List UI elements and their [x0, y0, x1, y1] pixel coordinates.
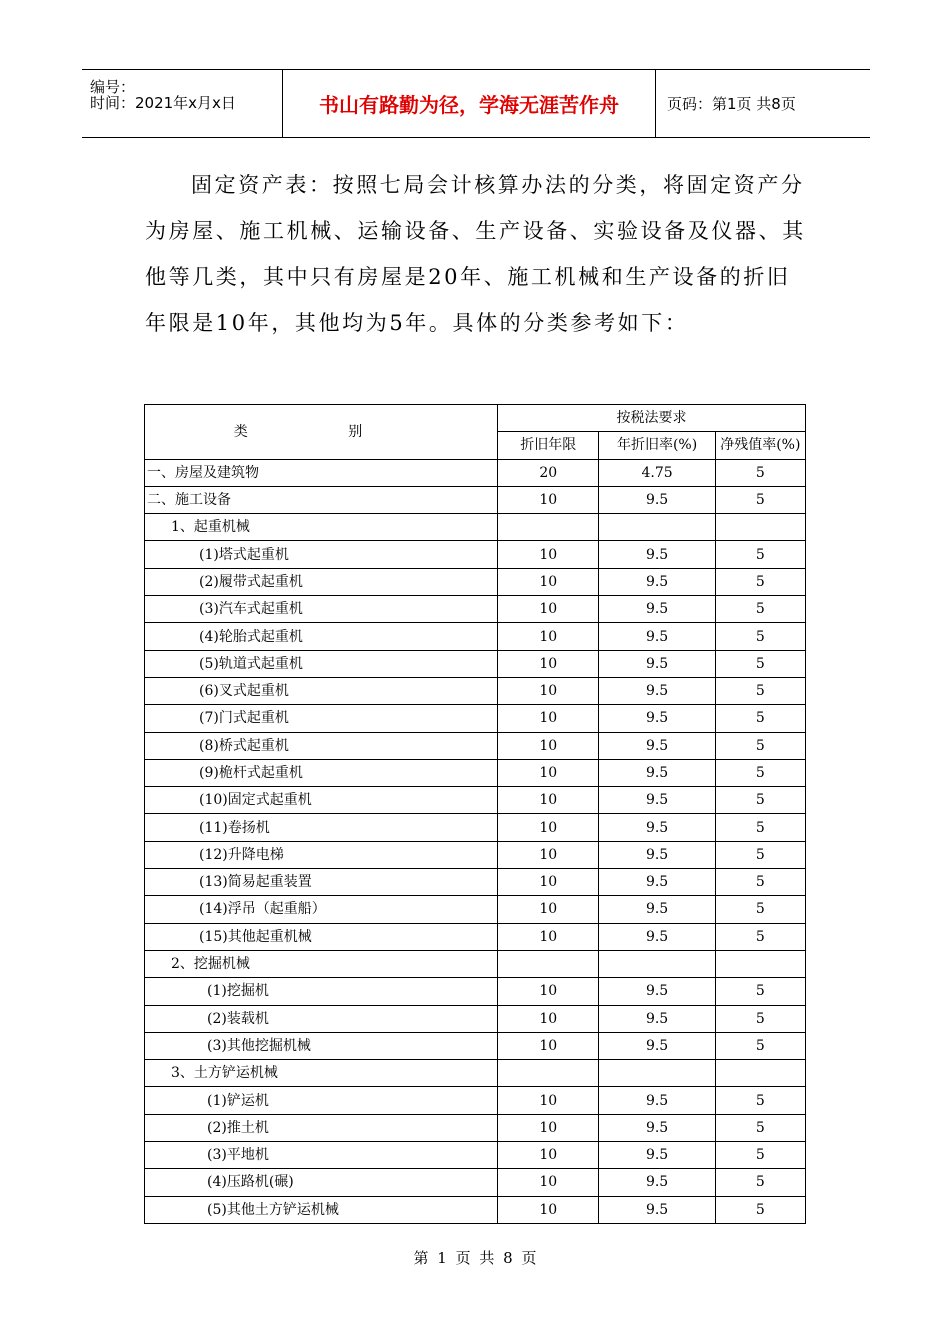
- row-salvage: 5: [715, 1142, 805, 1169]
- table-row: [145, 896, 806, 923]
- row-salvage: 5: [715, 596, 805, 623]
- row-category: 二、施工设备: [145, 486, 498, 513]
- row-rate: 9.5: [599, 923, 715, 950]
- row-years: [498, 514, 599, 541]
- header-tax-group: 按税法要求: [498, 405, 806, 432]
- header-rate: 年折旧率(%): [599, 432, 715, 459]
- row-salvage: 5: [715, 1196, 805, 1223]
- row-salvage: 5: [715, 978, 805, 1005]
- row-salvage: 5: [715, 759, 805, 786]
- row-rate: [599, 514, 715, 541]
- row-category: (9)桅杆式起重机: [145, 759, 498, 786]
- row-rate: 9.5: [599, 568, 715, 595]
- row-rate: 9.5: [599, 705, 715, 732]
- row-category: (4)压路机(碾): [145, 1169, 498, 1196]
- table-row: [145, 596, 806, 623]
- row-years: 10: [498, 1087, 599, 1114]
- row-rate: 9.5: [599, 1196, 715, 1223]
- row-rate: 9.5: [599, 1005, 715, 1032]
- table-row: [145, 1060, 806, 1087]
- table-row: [145, 514, 806, 541]
- row-years: 10: [498, 923, 599, 950]
- row-salvage: 5: [715, 1114, 805, 1141]
- table-row: [145, 787, 806, 814]
- row-rate: 9.5: [599, 732, 715, 759]
- table-row: [145, 459, 806, 486]
- row-category: (7)门式起重机: [145, 705, 498, 732]
- row-category: 一、房屋及建筑物: [145, 459, 498, 486]
- row-salvage: 5: [715, 705, 805, 732]
- table-row: [145, 1142, 806, 1169]
- row-category: (3)汽车式起重机: [145, 596, 498, 623]
- row-category: (14)浮吊（起重船）: [145, 896, 498, 923]
- row-years: 10: [498, 978, 599, 1005]
- table-row: [145, 486, 806, 513]
- row-rate: 9.5: [599, 1087, 715, 1114]
- row-years: 10: [498, 596, 599, 623]
- row-salvage: 5: [715, 1005, 805, 1032]
- table-row: [145, 677, 806, 704]
- table-row: [145, 1032, 806, 1059]
- header-category: 类 别: [145, 405, 498, 460]
- row-years: 10: [498, 1114, 599, 1141]
- row-category: (15)其他起重机械: [145, 923, 498, 950]
- row-years: 10: [498, 896, 599, 923]
- row-salvage: 5: [715, 623, 805, 650]
- row-years: 10: [498, 814, 599, 841]
- row-salvage: 5: [715, 869, 805, 896]
- row-category: 2、挖掘机械: [145, 950, 498, 977]
- row-rate: 9.5: [599, 650, 715, 677]
- row-rate: 9.5: [599, 1142, 715, 1169]
- row-years: [498, 950, 599, 977]
- row-rate: 9.5: [599, 1032, 715, 1059]
- row-category: (2)装载机: [145, 1005, 498, 1032]
- row-category: (1)挖掘机: [145, 978, 498, 1005]
- row-salvage: 5: [715, 1169, 805, 1196]
- table-row: [145, 950, 806, 977]
- table-row: [145, 978, 806, 1005]
- row-category: 3、土方铲运机械: [145, 1060, 498, 1087]
- row-salvage: 5: [715, 896, 805, 923]
- table-row: [145, 1114, 806, 1141]
- row-category: (5)轨道式起重机: [145, 650, 498, 677]
- row-rate: [599, 950, 715, 977]
- row-rate: 9.5: [599, 486, 715, 513]
- row-years: 10: [498, 869, 599, 896]
- row-category: (1)塔式起重机: [145, 541, 498, 568]
- header-page-info: 页码：第1页 共8页: [667, 95, 796, 113]
- row-years: 10: [498, 568, 599, 595]
- table-row: [145, 705, 806, 732]
- row-salvage: 5: [715, 541, 805, 568]
- row-rate: 9.5: [599, 787, 715, 814]
- row-category: 1、起重机械: [145, 514, 498, 541]
- table-row: [145, 1087, 806, 1114]
- row-salvage: 5: [715, 814, 805, 841]
- row-years: 20: [498, 459, 599, 486]
- row-category: (1)铲运机: [145, 1087, 498, 1114]
- row-years: 10: [498, 650, 599, 677]
- row-salvage: 5: [715, 1032, 805, 1059]
- table-row: [145, 541, 806, 568]
- row-salvage: 5: [715, 568, 805, 595]
- row-rate: [599, 1060, 715, 1087]
- row-salvage: [715, 950, 805, 977]
- row-category: (12)升降电梯: [145, 841, 498, 868]
- row-years: [498, 1060, 599, 1087]
- row-category: (11)卷扬机: [145, 814, 498, 841]
- row-category: (6)叉式起重机: [145, 677, 498, 704]
- table-row: [145, 650, 806, 677]
- row-years: 10: [498, 1196, 599, 1223]
- row-salvage: 5: [715, 732, 805, 759]
- row-years: 10: [498, 486, 599, 513]
- table-row: [145, 1169, 806, 1196]
- table-row: [145, 1005, 806, 1032]
- row-rate: 9.5: [599, 841, 715, 868]
- row-category: (10)固定式起重机: [145, 787, 498, 814]
- table-row: [145, 568, 806, 595]
- page-header: [82, 69, 870, 138]
- page-footer: 第 1 页 共 8 页: [413, 1249, 537, 1267]
- row-category: (8)桥式起重机: [145, 732, 498, 759]
- row-salvage: 5: [715, 650, 805, 677]
- row-rate: 9.5: [599, 596, 715, 623]
- row-salvage: 5: [715, 486, 805, 513]
- header-years: 折旧年限: [498, 432, 599, 459]
- row-years: 10: [498, 1169, 599, 1196]
- row-years: 10: [498, 1032, 599, 1059]
- row-category: (4)轮胎式起重机: [145, 623, 498, 650]
- table-row: [145, 623, 806, 650]
- row-years: 10: [498, 841, 599, 868]
- row-salvage: 5: [715, 841, 805, 868]
- row-salvage: [715, 1060, 805, 1087]
- row-rate: 9.5: [599, 677, 715, 704]
- table-row: [145, 732, 806, 759]
- time-label: 时间：2021年x月x日: [90, 94, 236, 112]
- row-rate: 9.5: [599, 896, 715, 923]
- row-salvage: 5: [715, 1087, 805, 1114]
- table-row: [145, 814, 806, 841]
- table-row: [145, 759, 806, 786]
- row-rate: 9.5: [599, 1169, 715, 1196]
- row-rate: 9.5: [599, 978, 715, 1005]
- table-row: [145, 869, 806, 896]
- row-category: (2)履带式起重机: [145, 568, 498, 595]
- depreciation-table: [144, 404, 806, 1224]
- row-years: 10: [498, 759, 599, 786]
- row-years: 10: [498, 705, 599, 732]
- table-row: [145, 1196, 806, 1223]
- table-header-row-1: [145, 405, 806, 432]
- row-category: (3)其他挖掘机械: [145, 1032, 498, 1059]
- row-salvage: 5: [715, 787, 805, 814]
- row-category: (13)简易起重装置: [145, 869, 498, 896]
- row-rate: 9.5: [599, 814, 715, 841]
- row-category: (5)其他土方铲运机械: [145, 1196, 498, 1223]
- row-years: 10: [498, 541, 599, 568]
- row-years: 10: [498, 623, 599, 650]
- row-salvage: 5: [715, 459, 805, 486]
- row-years: 10: [498, 787, 599, 814]
- table-row: [145, 923, 806, 950]
- row-rate: 9.5: [599, 541, 715, 568]
- row-rate: 4.75: [599, 459, 715, 486]
- code-label: 编号：: [90, 78, 136, 96]
- row-rate: 9.5: [599, 759, 715, 786]
- row-salvage: 5: [715, 677, 805, 704]
- row-salvage: 5: [715, 923, 805, 950]
- row-years: 10: [498, 677, 599, 704]
- row-years: 10: [498, 1005, 599, 1032]
- header-meta: [82, 70, 282, 137]
- row-salvage: [715, 514, 805, 541]
- row-rate: 9.5: [599, 623, 715, 650]
- intro-paragraph: 固定资产表：按照七局会计核算办法的分类，将固定资产分为房屋、施工机械、运输设备、生产设备、实验设备及仪器、其他等几类，其中只有房屋是20年、施工机械和生产设备的折旧年限是10年，其他均为5年。具体的分类参考如下：: [145, 173, 806, 335]
- header-motto: 书山有路勤为径，学海无涯苦作舟: [282, 70, 656, 137]
- row-category: (2)推土机: [145, 1114, 498, 1141]
- header-salvage: 净残值率(%): [715, 432, 805, 459]
- table-row: [145, 841, 806, 868]
- row-years: 10: [498, 1142, 599, 1169]
- row-rate: 9.5: [599, 869, 715, 896]
- row-category: (3)平地机: [145, 1142, 498, 1169]
- row-rate: 9.5: [599, 1114, 715, 1141]
- row-years: 10: [498, 732, 599, 759]
